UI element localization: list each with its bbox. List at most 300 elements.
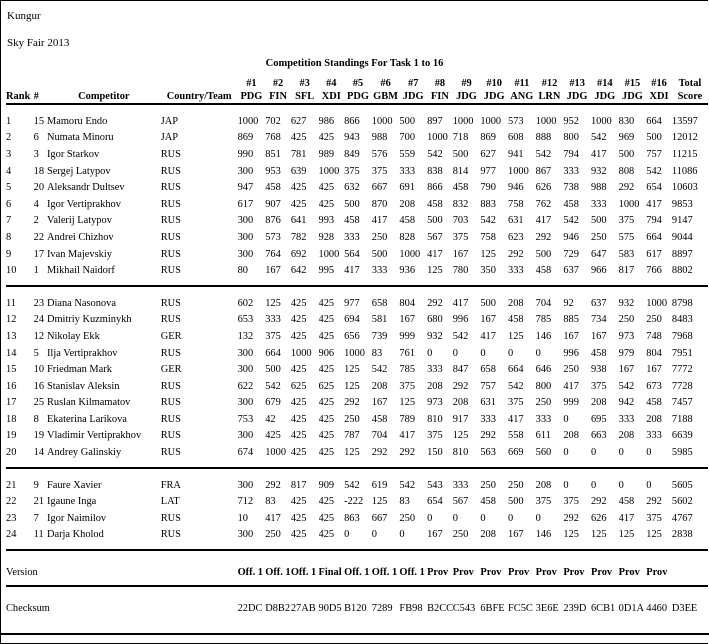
task-score-cell: 375 <box>535 496 552 508</box>
task-score-cell: 0 <box>427 512 433 524</box>
task-score-cell: 941 <box>508 148 524 160</box>
checksum-cell: 4460 <box>646 602 668 614</box>
table-row <box>6 246 708 263</box>
task-score-cell: 639 <box>290 165 307 177</box>
country-cell: JAP <box>160 132 179 144</box>
task-score-cell: 375 <box>399 380 416 392</box>
task-score-cell: 847 <box>452 364 469 376</box>
standings-title: Competition Standings For Task 1 to 16 <box>265 58 444 69</box>
task-score-cell: 0 <box>427 347 433 359</box>
task-score-cell: 458 <box>344 215 360 227</box>
task-score-cell: 909 <box>318 479 335 491</box>
task-score-cell: 125 <box>344 380 360 392</box>
task-score-cell: 208 <box>590 397 607 409</box>
number-cell: 24 <box>33 314 45 326</box>
total-score-cell: 7188 <box>671 413 693 425</box>
task-score-cell: 167 <box>646 364 662 376</box>
checksum-cell: B2CC <box>427 602 453 614</box>
task-score-cell: 617 <box>237 198 254 210</box>
total-score-cell: 8798 <box>671 297 693 309</box>
task-score-cell: 150 <box>427 447 443 459</box>
task-score-cell: 125 <box>344 447 360 459</box>
task-score-cell: 602 <box>237 297 254 309</box>
task-score-cell: 953 <box>265 165 281 177</box>
task-score-cell: 0 <box>618 447 624 459</box>
task-score-cell: 208 <box>452 397 469 409</box>
task-score-cell: 619 <box>371 479 388 491</box>
task-score-cell: 646 <box>535 364 552 376</box>
total-score-cell: 7772 <box>671 364 693 376</box>
task-score-cell: 125 <box>618 529 635 541</box>
task-score-cell: 928 <box>318 231 335 243</box>
task-score-cell: 0 <box>563 479 569 491</box>
task-score-cell: 425 <box>318 198 335 210</box>
task-score-cell: 542 <box>480 215 496 227</box>
task-score-cell: 0 <box>452 512 458 524</box>
task-score-cell: 375 <box>452 231 469 243</box>
country-cell: RUS <box>160 347 181 359</box>
total-header-bottom: Score <box>677 91 703 102</box>
task-score-cell: 500 <box>508 496 524 508</box>
task-score-cell: 979 <box>618 347 635 359</box>
task-score-cell: 458 <box>563 198 579 210</box>
task-score-cell: 83 <box>399 496 410 508</box>
table-row <box>6 328 708 345</box>
country-cell: RUS <box>160 447 181 459</box>
task-score-cell: 734 <box>590 314 607 326</box>
task-score-cell: 333 <box>618 413 635 425</box>
task-score-cell: 563 <box>480 447 496 459</box>
rank-cell: 17 <box>6 397 17 409</box>
task-score-cell: 333 <box>427 364 443 376</box>
task-score-cell: 300 <box>237 430 254 442</box>
task-score-cell: 817 <box>290 479 307 491</box>
task-score-cell: 292 <box>452 380 469 392</box>
task-score-cell: 375 <box>590 380 607 392</box>
task-score-cell: 250 <box>371 231 388 243</box>
checksum-cell: D8B2 <box>265 602 291 614</box>
task-score-cell: 739 <box>371 330 388 342</box>
country-cell: RUS <box>160 265 181 277</box>
task-score-cell: 375 <box>563 496 579 508</box>
task-score-cell: 125 <box>399 397 416 409</box>
competitor-cell: Friedman Mark <box>46 364 112 376</box>
task-number-header: #5 <box>352 78 364 89</box>
table-row <box>6 510 708 527</box>
rank-cell: 11 <box>6 297 17 309</box>
task-score-cell: 851 <box>265 148 281 160</box>
total-score-cell: 11086 <box>671 165 698 177</box>
task-score-cell: 863 <box>344 512 360 524</box>
task-score-cell: 425 <box>318 496 335 508</box>
task-score-cell: 542 <box>452 330 469 342</box>
competitor-cell: Igor Starkov <box>46 148 100 160</box>
country-cell: RUS <box>160 297 181 309</box>
task-score-cell: 692 <box>290 248 307 260</box>
task-score-cell: 500 <box>344 198 360 210</box>
checksum-cell: 22DC <box>237 602 263 614</box>
task-score-cell: 425 <box>318 182 335 194</box>
task-score-cell: 814 <box>452 165 469 177</box>
task-score-cell: 167 <box>590 330 607 342</box>
total-score-cell: 8897 <box>671 248 693 260</box>
task-score-cell: 543 <box>427 479 443 491</box>
task-score-cell: 849 <box>344 148 360 160</box>
task-score-cell: 0 <box>590 447 597 459</box>
task-number-header: #2 <box>272 78 284 89</box>
task-score-cell: 0 <box>646 479 652 491</box>
country-cell: RUS <box>160 231 181 243</box>
rank-cell: 13 <box>6 330 17 342</box>
rank-cell: 12 <box>6 314 17 326</box>
country-cell: RUS <box>160 380 181 392</box>
number-cell: 22 <box>33 231 45 243</box>
task-score-cell: 712 <box>237 496 254 508</box>
task-score-cell: 658 <box>371 297 388 309</box>
version-cell: Prov <box>563 566 585 578</box>
rank-cell: 20 <box>6 447 17 459</box>
task-score-cell: 761 <box>399 347 416 359</box>
table-row <box>6 411 708 428</box>
task-score-cell: 125 <box>344 364 360 376</box>
task-score-cell: 560 <box>535 447 552 459</box>
checksum-cell: 239D <box>563 602 587 614</box>
task-score-cell: 637 <box>590 297 607 309</box>
task-score-cell: 417 <box>563 380 579 392</box>
checksum-row <box>6 595 708 621</box>
task-score-cell: 946 <box>508 182 524 194</box>
task-score-cell: 1000 <box>399 248 421 260</box>
task-score-cell: 208 <box>371 380 388 392</box>
task-score-cell: 125 <box>480 248 496 260</box>
checksum-cell: 6BFE <box>480 602 505 614</box>
version-row <box>6 559 708 586</box>
task-score-cell: 558 <box>508 430 524 442</box>
task-score-cell: 0 <box>399 529 405 541</box>
task-score-cell: 810 <box>452 447 469 459</box>
task-score-cell: 375 <box>371 165 388 177</box>
number-cell: 7 <box>33 512 39 524</box>
rank-cell: 4 <box>6 165 12 177</box>
total-score-cell: 12012 <box>671 132 698 144</box>
task-score-cell: 125 <box>452 430 469 442</box>
task-score-cell: 292 <box>480 430 496 442</box>
task-score-cell: 969 <box>618 132 635 144</box>
number-cell: 4 <box>33 198 39 210</box>
task-type-header: FIN <box>430 91 449 102</box>
task-score-cell: 0 <box>590 479 597 491</box>
task-score-cell: 810 <box>427 413 443 425</box>
task-score-cell: 753 <box>237 413 254 425</box>
task-score-cell: 500 <box>480 297 496 309</box>
task-score-cell: 167 <box>427 529 443 541</box>
country-cell: GER <box>160 330 182 342</box>
task-score-cell: 647 <box>590 248 607 260</box>
total-score-cell: 7968 <box>671 330 693 342</box>
task-score-cell: 996 <box>563 347 579 359</box>
task-score-cell: 458 <box>371 413 388 425</box>
task-score-cell: 542 <box>563 215 579 227</box>
task-score-cell: 292 <box>618 182 635 194</box>
task-score-cell: 542 <box>265 380 281 392</box>
task-score-cell: 1000 <box>618 198 640 210</box>
task-number-header: #14 <box>597 78 613 89</box>
rank-cell: 7 <box>6 215 12 227</box>
task-score-cell: 986 <box>318 115 335 127</box>
task-score-cell: 762 <box>535 198 552 210</box>
task-score-cell: 292 <box>646 496 662 508</box>
task-score-cell: 673 <box>646 380 662 392</box>
task-score-cell: 817 <box>618 265 635 277</box>
task-score-cell: 425 <box>318 314 335 326</box>
task-score-cell: 417 <box>371 215 388 227</box>
task-score-cell: 417 <box>646 198 662 210</box>
task-score-cell: 10 <box>237 512 248 524</box>
competitor-cell: Dmitriy Kuzminykh <box>46 314 132 326</box>
checksum-cell: C543 <box>452 602 476 614</box>
task-score-cell: 0 <box>508 347 514 359</box>
task-type-header: PDG <box>240 91 263 102</box>
task-score-cell: 617 <box>646 248 662 260</box>
table-row <box>6 113 708 130</box>
task-score-cell: 458 <box>265 182 281 194</box>
task-score-cell: 1000 <box>590 115 612 127</box>
task-score-cell: 292 <box>371 447 388 459</box>
version-cell: Off. 1 <box>399 566 425 578</box>
task-score-cell: 83 <box>371 347 383 359</box>
task-score-cell: 1000 <box>646 297 668 309</box>
task-score-cell: 292 <box>427 297 443 309</box>
task-score-cell: 653 <box>237 314 254 326</box>
competitor-cell: Darja Kholod <box>46 529 104 541</box>
event-label: Sky Fair 2013 <box>7 37 70 49</box>
task-score-cell: 885 <box>563 314 579 326</box>
task-score-cell: 333 <box>646 430 662 442</box>
number-cell: 16 <box>33 380 45 392</box>
table-row <box>6 493 708 510</box>
task-score-cell: 674 <box>237 447 254 459</box>
task-score-cell: 669 <box>508 447 524 459</box>
task-score-cell: 866 <box>344 115 360 127</box>
task-type-header: GBM <box>373 91 398 102</box>
table-row <box>6 213 708 230</box>
task-score-cell: 167 <box>452 248 469 260</box>
number-cell: 6 <box>33 132 39 144</box>
task-score-cell: 125 <box>590 529 607 541</box>
task-score-cell: 1000 <box>508 165 529 177</box>
task-score-cell: 794 <box>563 148 579 160</box>
task-score-cell: 973 <box>618 330 635 342</box>
task-score-cell: 883 <box>480 198 496 210</box>
task-score-cell: 425 <box>318 330 335 342</box>
task-score-cell: 626 <box>590 512 607 524</box>
task-score-cell: 300 <box>237 215 254 227</box>
task-number-header: #1 <box>246 78 257 89</box>
task-score-cell: 888 <box>535 132 552 144</box>
task-score-cell: 757 <box>646 148 662 160</box>
task-score-cell: 333 <box>371 265 388 277</box>
task-score-cell: 333 <box>265 314 281 326</box>
task-number-header: #12 <box>541 78 558 89</box>
version-cell: Prov <box>646 566 668 578</box>
task-score-cell: 667 <box>371 182 388 194</box>
table-row <box>6 527 708 544</box>
task-score-cell: 292 <box>399 447 416 459</box>
task-score-cell: 1000 <box>237 115 259 127</box>
version-cell: Off. 1 <box>265 566 291 578</box>
task-type-header: LRN <box>538 91 561 102</box>
country-cell: RUS <box>160 430 181 442</box>
task-score-cell: 999 <box>399 330 416 342</box>
checksum-cell: 27AB <box>290 602 316 614</box>
task-score-cell: 250 <box>535 397 552 409</box>
task-score-cell: 425 <box>318 397 335 409</box>
task-score-cell: 167 <box>480 314 496 326</box>
version-cell: Prov <box>427 566 449 578</box>
task-score-cell: 208 <box>563 430 579 442</box>
task-score-cell: 417 <box>508 413 524 425</box>
number-cell: 25 <box>33 397 45 409</box>
task-score-cell: 780 <box>452 265 469 277</box>
country-cell: RUS <box>160 215 181 227</box>
number-cell: 11 <box>33 529 44 541</box>
task-score-cell: 936 <box>399 265 416 277</box>
task-score-cell: 758 <box>508 198 524 210</box>
task-type-header: JDG <box>566 91 588 102</box>
task-score-cell: 458 <box>427 198 443 210</box>
task-score-cell: 250 <box>344 413 360 425</box>
task-score-cell: 500 <box>590 215 607 227</box>
task-score-cell: 758 <box>480 231 496 243</box>
number-cell: 1 <box>33 265 39 277</box>
task-score-cell: 500 <box>452 148 469 160</box>
task-score-cell: 623 <box>508 231 524 243</box>
task-score-cell: 425 <box>290 529 307 541</box>
task-score-cell: 458 <box>590 347 607 359</box>
task-score-cell: 132 <box>237 330 254 342</box>
task-score-cell: 417 <box>399 430 416 442</box>
task-score-cell: 627 <box>480 148 496 160</box>
checksum-cell: 7289 <box>371 602 393 614</box>
task-score-cell: 564 <box>344 248 360 260</box>
task-score-cell: 573 <box>265 231 281 243</box>
number-cell: 21 <box>33 496 45 508</box>
task-score-cell: 425 <box>318 297 335 309</box>
task-score-cell: 417 <box>344 265 360 277</box>
number-cell: 5 <box>33 347 39 359</box>
checksum-total-cell: D3EE <box>671 602 698 614</box>
version-total-cell <box>672 559 708 586</box>
task-score-cell: 938 <box>590 364 607 376</box>
competitor-cell: Numata Minoru <box>46 132 114 144</box>
task-score-cell: 654 <box>646 182 662 194</box>
task-score-cell: 0 <box>508 512 514 524</box>
task-score-cell: 989 <box>318 148 335 160</box>
competitor-cell: Stanislav Aleksin <box>46 380 120 392</box>
rank-cell: 24 <box>6 529 17 541</box>
task-score-cell: 656 <box>344 330 360 342</box>
task-score-cell: 700 <box>399 132 416 144</box>
task-score-cell: 208 <box>535 479 552 491</box>
task-score-cell: 83 <box>265 496 276 508</box>
task-score-cell: 375 <box>618 215 635 227</box>
task-score-cell: 631 <box>508 215 524 227</box>
task-score-cell: 804 <box>646 347 662 359</box>
task-score-cell: 0 <box>563 447 569 459</box>
task-score-cell: 729 <box>563 248 579 260</box>
task-score-cell: 250 <box>563 364 579 376</box>
task-score-cell: 292 <box>563 512 579 524</box>
number-cell: 12 <box>33 330 45 342</box>
task-score-cell: 333 <box>535 413 552 425</box>
version-cell: Final <box>318 566 342 578</box>
task-score-cell: 764 <box>265 248 281 260</box>
task-score-cell: 458 <box>399 215 416 227</box>
total-score-cell: 7457 <box>671 397 693 409</box>
task-score-cell: 208 <box>646 413 662 425</box>
rank-cell: 21 <box>6 479 17 491</box>
rank-cell: 19 <box>6 430 17 442</box>
version-cell: Off. 1 <box>290 566 317 578</box>
task-score-cell: 333 <box>508 265 524 277</box>
task-score-cell: 425 <box>290 364 307 376</box>
task-score-cell: 458 <box>480 496 496 508</box>
total-score-cell: 5602 <box>671 496 693 508</box>
task-score-cell: 748 <box>646 330 662 342</box>
task-type-header: PDG <box>346 91 369 102</box>
task-number-header: #9 <box>461 78 472 89</box>
bottom-rule <box>0 633 709 635</box>
task-score-cell: 977 <box>344 297 360 309</box>
task-score-cell: 458 <box>646 397 662 409</box>
task-score-cell: 425 <box>290 496 307 508</box>
total-score-cell: 9147 <box>671 215 693 227</box>
task-score-cell: 425 <box>290 430 307 442</box>
task-score-cell: 300 <box>237 231 254 243</box>
task-score-cell: 996 <box>452 314 469 326</box>
competitor-cell: Nikolay Ekk <box>46 330 100 342</box>
version-cell: Prov <box>480 566 502 578</box>
task-score-cell: 1000 <box>480 115 502 127</box>
competitor-cell: Aleksandr Dultsev <box>46 182 125 194</box>
task-score-cell: 425 <box>290 297 307 309</box>
task-type-header: JDG <box>456 91 477 102</box>
task-score-cell: 292 <box>265 479 281 491</box>
rank-cell: 10 <box>6 265 17 277</box>
version-cell: Prov <box>508 566 530 578</box>
task-score-cell: 952 <box>563 115 579 127</box>
rank-cell: 6 <box>6 198 12 210</box>
task-number-header: #8 <box>434 78 446 89</box>
task-score-cell: 1000 <box>318 248 340 260</box>
task-score-cell: 0 <box>563 413 569 425</box>
task-score-cell: 897 <box>427 115 443 127</box>
total-score-cell: 8483 <box>671 314 693 326</box>
task-score-cell: 417 <box>618 512 635 524</box>
task-score-cell: 988 <box>371 132 388 144</box>
number-cell: 15 <box>33 115 45 127</box>
task-score-cell: 542 <box>344 479 360 491</box>
task-score-cell: 125 <box>508 330 524 342</box>
table-row <box>6 361 708 378</box>
task-score-cell: 663 <box>590 430 607 442</box>
column-header-row <box>6 90 708 104</box>
table-row <box>6 163 708 180</box>
task-score-cell: 781 <box>290 148 307 160</box>
task-number-header: #10 <box>486 78 502 89</box>
task-number-header: #15 <box>624 78 641 89</box>
task-score-cell: 425 <box>290 198 307 210</box>
